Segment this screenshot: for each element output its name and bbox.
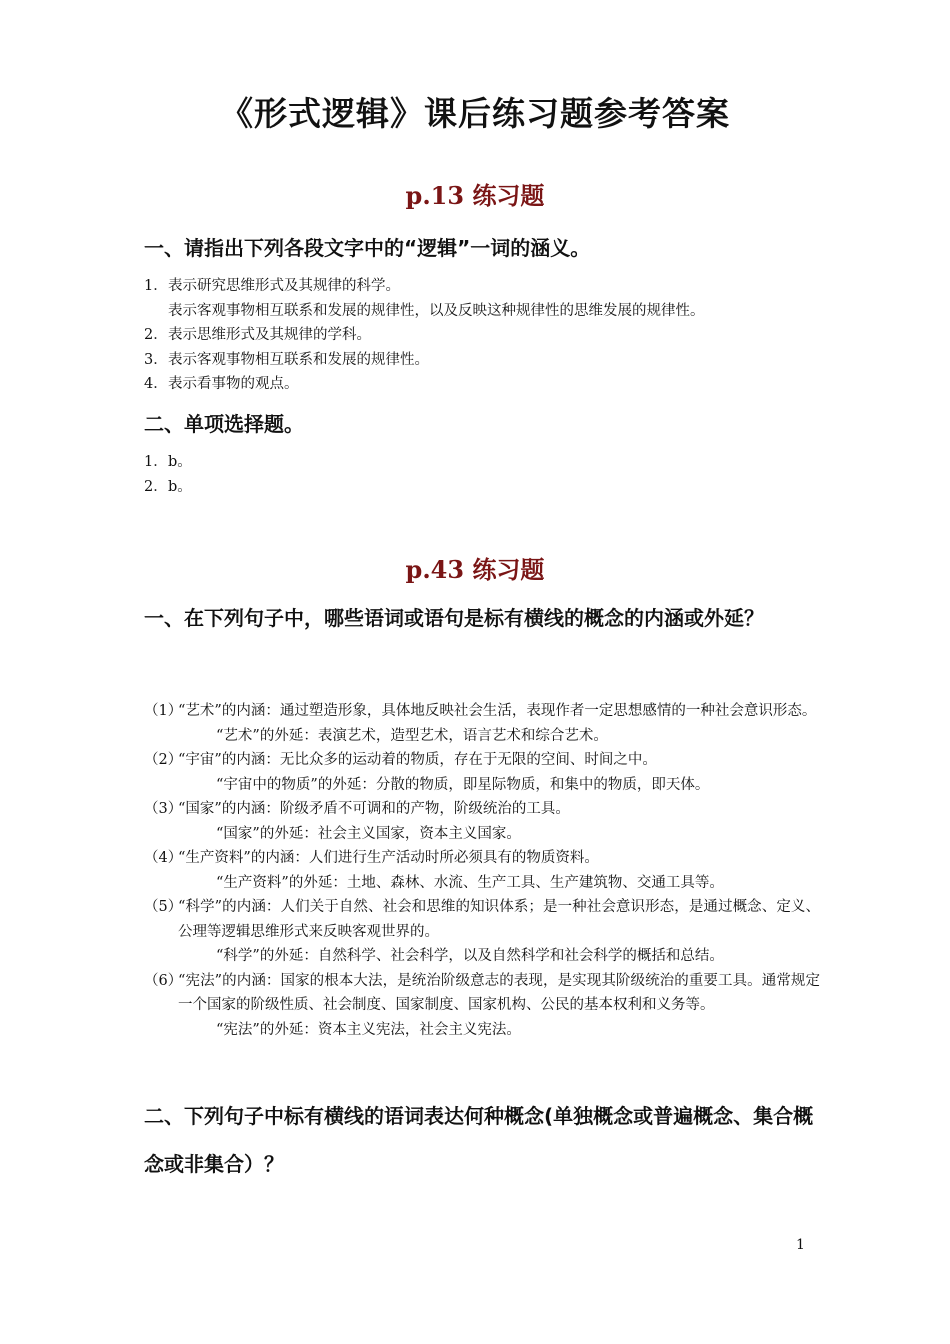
list-item	[144, 475, 824, 500]
concept-answer-list	[144, 699, 820, 1042]
item-text: 表示看事物的观点。	[168, 376, 299, 392]
list-item	[144, 372, 824, 397]
extension-text: “国家”的外延：社会主义国家，资本主义国家。	[216, 825, 521, 842]
item-number: （4）	[144, 850, 183, 866]
section-heading-p13: p.13 练习题	[405, 181, 545, 210]
item-text: 表示客观事物相互联系和发展的规律性。	[168, 351, 429, 368]
list-item	[144, 348, 824, 373]
section-heading-p43: p.43 练习题	[405, 555, 545, 584]
list-item	[144, 699, 820, 724]
intension-text: “艺术”的内涵：通过塑造形象，具体地反映社会生活，表现作者一定思想感情的一种社会意识形态。	[178, 703, 817, 719]
item-number: 2．	[144, 478, 168, 495]
item-number: 1．	[144, 278, 168, 294]
extension-text: “艺术”的外延：表演艺术，造型艺术，语言艺术和综合艺术。	[216, 727, 608, 744]
item-text: 表示思维形式及其规律的学科。	[168, 327, 371, 343]
list-item	[144, 846, 820, 871]
item-number: 3．	[144, 351, 168, 368]
item-number: 1．	[144, 454, 168, 470]
intension-text: “宇宙”的内涵：无比众多的运动着的物质，存在于无限的空间、时间之中。	[178, 752, 657, 768]
answer-list	[144, 450, 824, 499]
item-number: （1）	[144, 703, 183, 719]
answer-list	[144, 274, 824, 397]
list-item	[144, 274, 824, 299]
item-number: （2）	[144, 752, 183, 768]
question-title: 二、下列句子中标有横线的语词表达何种概念(单独概念或普遍概念、集合概念或非集合）？	[144, 1104, 814, 1176]
intension-text: “国家”的内涵：阶级矛盾不可调和的产物，阶级统治的工具。	[178, 801, 570, 817]
item-number: （3）	[144, 801, 183, 817]
list-item	[144, 450, 824, 475]
intension-text: “科学”的内涵：人们关于自然、社会和思维的知识体系；是一种社会意识形态，是通过概念、定义、公理等逻辑思维形式来反映客观世界的。	[178, 899, 820, 940]
intension-text: “宪法”的内涵：国家的根本大法，是统治阶级意志的表现，是实现其阶级统治的重要工具。通常规定一个国家的阶级性质、社会制度、国家制度、国家机构、公民的基本权利和义务等。	[178, 972, 820, 1013]
list-item	[144, 748, 820, 773]
extension-text: “宇宙中的物质”的外延：分散的物质，即星际物质，和集中的物质，即天体。	[216, 776, 710, 793]
document-title: 《形式逻辑》课后练习题参考答案	[220, 94, 730, 133]
question-title: 一、在下列句子中，哪些语词或语句是标有横线的概念的内涵或外延？	[144, 606, 764, 630]
item-number: 2．	[144, 327, 168, 343]
page-number: 1	[796, 1237, 805, 1253]
question-title: 二、单项选择题。	[144, 412, 304, 436]
list-item	[144, 323, 824, 348]
extension-text: “生产资料”的外延：土地、森林、水流、生产工具、生产建筑物、交通工具等。	[216, 874, 724, 891]
item-text: b。	[168, 454, 192, 470]
intension-text: “生产资料”的内涵：人们进行生产活动时所必须具有的物质资料。	[178, 850, 599, 866]
question-title: 一、请指出下列各段文字中的“逻辑”一词的涵义。	[144, 236, 591, 260]
item-number: （5）	[144, 899, 183, 915]
list-item	[144, 969, 820, 1018]
list-item	[144, 797, 820, 822]
item-text: 表示研究思维形式及其规律的科学。	[168, 278, 400, 294]
item-continuation: 表示客观事物相互联系和发展的规律性，以及反映这种规律性的思维发展的规律性。	[168, 302, 705, 319]
item-number: （6）	[144, 972, 183, 989]
list-item	[144, 895, 820, 944]
extension-text: “科学”的外延：自然科学、社会科学，以及自然科学和社会科学的概括和总结。	[216, 948, 724, 964]
item-number: 4．	[144, 376, 168, 392]
item-text: b。	[168, 478, 192, 495]
extension-text: “宪法”的外延：资本主义宪法，社会主义宪法。	[216, 1021, 521, 1038]
